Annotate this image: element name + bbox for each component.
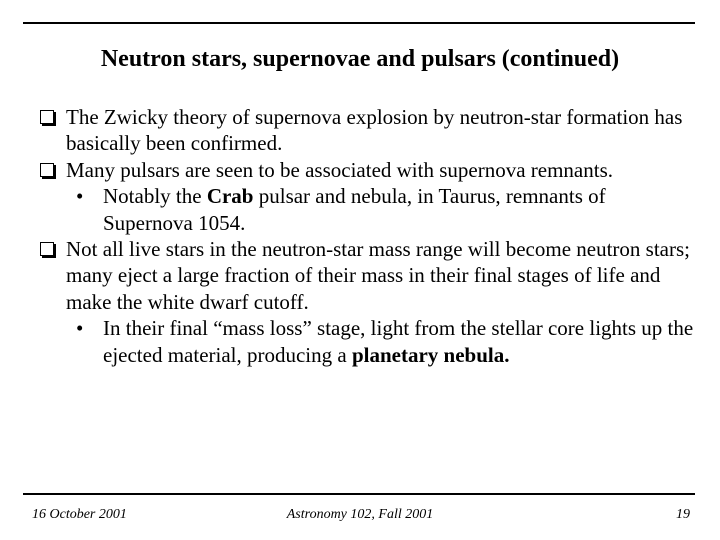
- footer-course: Astronomy 102, Fall 2001: [286, 507, 434, 522]
- sub-list-item: [40, 183, 700, 236]
- list-item: [40, 104, 700, 157]
- bullet-dot-icon: •: [76, 316, 84, 341]
- list-item: [40, 236, 700, 315]
- item-text: The Zwicky theory of supernova explosion by neutron-star formation has basically been confirmed.: [66, 105, 683, 156]
- item-text: Not all live stars in the neutron-star mass range will become neutron stars; many eject a large fraction of their mass in their final stages of life and make the white dwarf cutoff.: [66, 237, 691, 314]
- list-item: [40, 157, 700, 183]
- bottom-rule: [23, 493, 695, 495]
- footer-page-number: 19: [676, 507, 690, 522]
- sub-list-item: [40, 315, 700, 368]
- bullet-dot-icon: •: [76, 184, 84, 209]
- item-text-pre: In their final “mass loss” stage, light from the stellar core lights up the ejected material, producing a: [103, 316, 694, 367]
- item-text-bold: Crab: [206, 184, 254, 209]
- item-text: Many pulsars are seen to be associated with supernova remnants.: [66, 157, 614, 182]
- item-text-post: pulsar and nebula, in Taurus, remnants of Supernova 1054.: [103, 184, 606, 235]
- checkbox-bullet-icon: [40, 157, 54, 183]
- item-text-pre: Notably the: [103, 184, 207, 209]
- slide-body: [40, 104, 700, 368]
- slide-title: Neutron stars, supernovae and pulsars (continued): [100, 46, 620, 72]
- item-text-bold: planetary nebula.: [351, 342, 510, 367]
- top-rule: [23, 22, 695, 24]
- checkbox-bullet-icon: [40, 104, 54, 130]
- checkbox-bullet-icon: [40, 236, 54, 262]
- footer-date: 16 October 2001: [32, 507, 127, 522]
